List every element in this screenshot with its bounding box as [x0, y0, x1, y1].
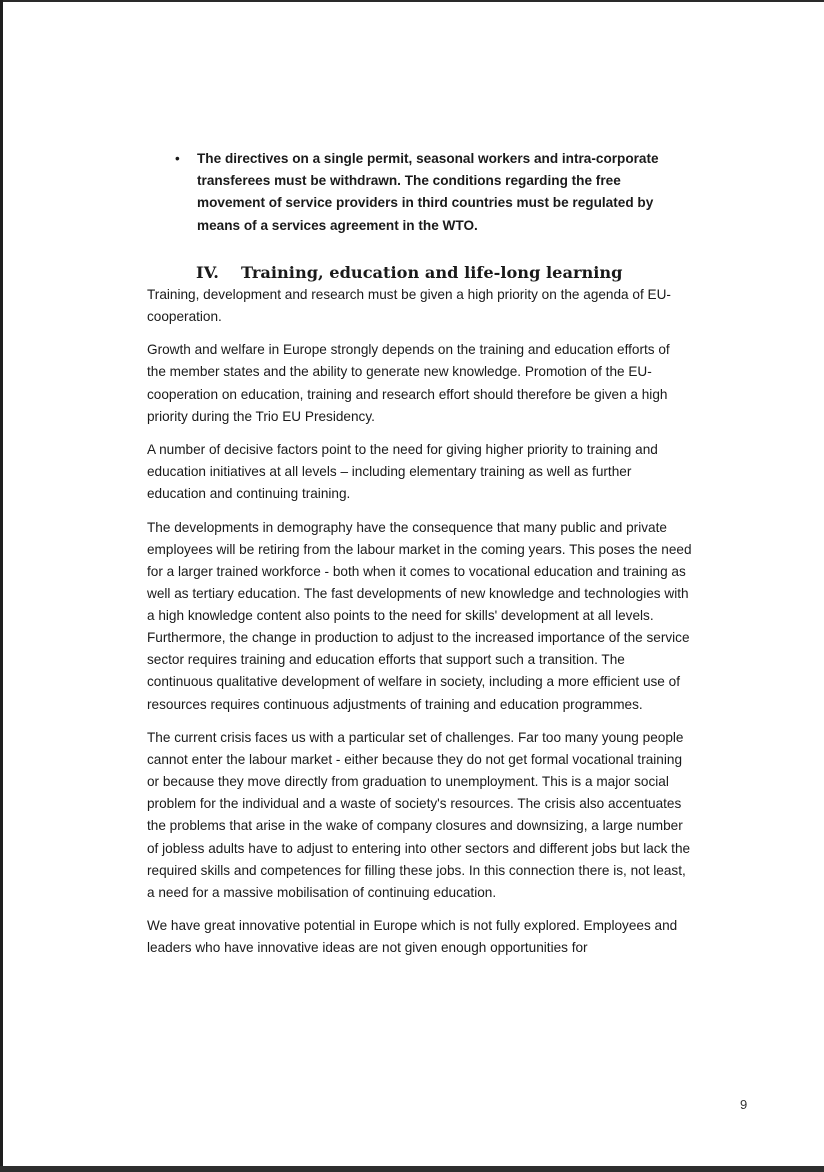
paragraph: Training, development and research must be given a high priority on the agenda of EU-cooperation. — [147, 286, 671, 324]
paragraph: Growth and welfare in Europe strongly depends on the training and education efforts of the member states and the ability to generate new knowledge. Promotion of the EU-cooperation on education, training and research effort should therefore be given a high priority during the Trio EU Presidency. — [147, 342, 670, 424]
bullet-dot-icon: • — [175, 151, 180, 166]
document-page — [147, 148, 692, 971]
paragraph: We have great innovative potential in Europe which is not fully explored. Employees and leaders who have innovative ideas are not given enough opportunities for — [147, 918, 678, 956]
section-heading — [196, 262, 692, 284]
scan-edge-top — [0, 0, 824, 2]
bullet-item — [175, 148, 692, 237]
section-title: Training, education and life-long learning — [241, 262, 623, 282]
bullet-text: The directives on a single permit, seasonal workers and intra-corporate transferees must be withdrawn. The conditions regarding the free movement of service providers in third countries must be regulated by means of a services agreement in the WTO. — [197, 151, 659, 233]
bullet-list — [147, 148, 692, 237]
scan-edge-left — [0, 0, 3, 1172]
section-number: IV. — [196, 262, 219, 282]
paragraph: The developments in demography have the consequence that many public and private employees will be retiring from the labour market in the coming years. This poses the need for a larger trained workforce - both when it comes to vocational education and training as well as tertiary education. The fast developments of new knowledge and technologies with a high knowledge content also points to the need for skills' development at all levels. Furthermore, the change in production to adjust to the increased importance of the service sector requires training and education efforts that support such a transition. The continuous qualitative development of welfare in society, including a more efficient use of resources requires continuous adjustments of training and education programmes. — [147, 519, 692, 712]
paragraph: A number of decisive factors point to the need for giving higher priority to training and education initiatives at all levels – including elementary training as well as further education and continuing training. — [147, 442, 658, 502]
page-number: 9 — [740, 1097, 748, 1112]
paragraph: The current crisis faces us with a particular set of challenges. Far too many young people cannot enter the labour market - either because they do not get formal vocational training or because they move directly from graduation to unemployment. This is a major social problem for the individual and a waste of society's resources. The crisis also accentuates the problems that arise in the wake of company closures and downsizing, a large number of jobless adults have to adjust to entering into other sectors and different jobs but lack the required skills and competences for filling these jobs. In this connection there is, not least, a need for a massive mobilisation of continuing education. — [147, 730, 691, 900]
scan-edge-bottom — [0, 1166, 824, 1172]
